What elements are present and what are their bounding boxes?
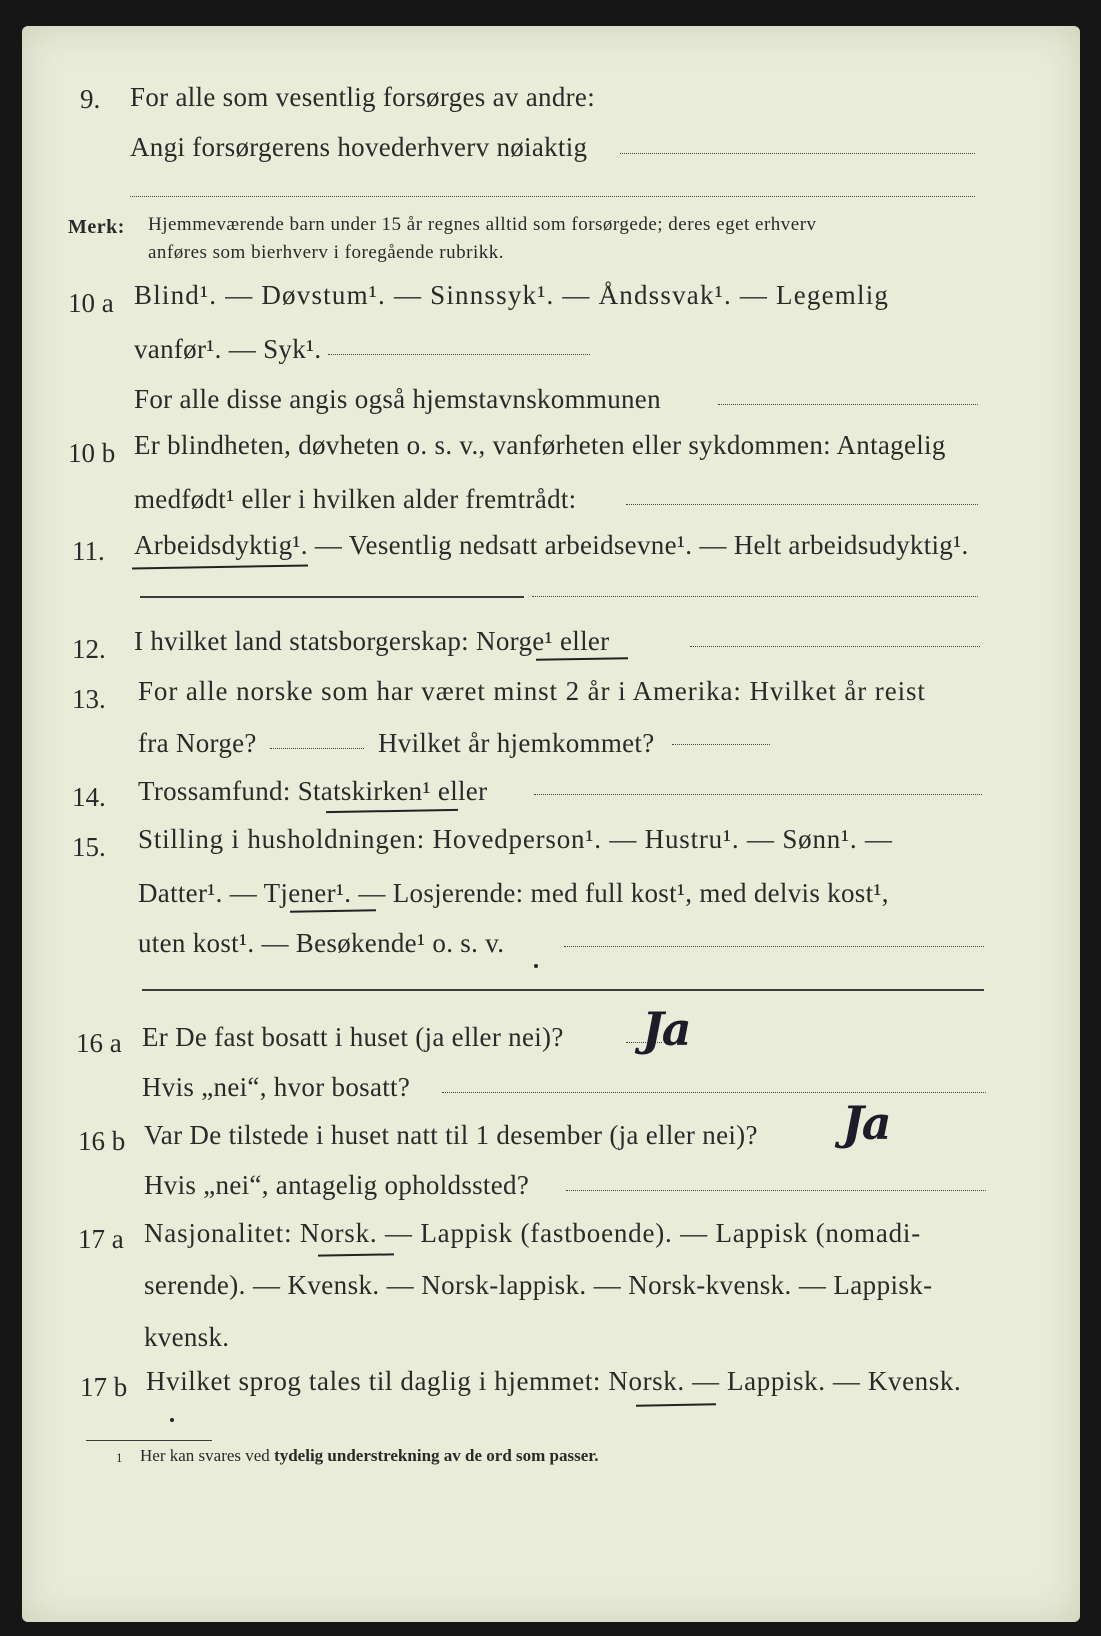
- q12-line1-end: eller: [552, 626, 610, 656]
- q11-hand-underline: [132, 564, 308, 569]
- q10a-answer-line[interactable]: [328, 354, 590, 355]
- q11-line1: [134, 530, 969, 561]
- q12-underlined-answer: Norge¹: [476, 626, 553, 656]
- merk-line2: anføres som bierhverv i foregående rubrikk.: [148, 242, 504, 263]
- q10b-line2: medfødt¹ eller i hvilken alder fremtrådt:: [134, 484, 577, 514]
- q10a-line3: For alle disse angis også hjemstavnskommunen: [134, 384, 661, 414]
- footnote-text-start: Her kan svares ved: [140, 1446, 275, 1465]
- q17b-underlined-answer: Norsk.: [608, 1366, 685, 1396]
- q16b-handwritten-answer: Ja: [842, 1096, 890, 1150]
- q11-answer-line-2[interactable]: [532, 596, 978, 597]
- q10a-line2: vanfør¹. — Syk¹.: [134, 334, 322, 364]
- q11-underlined-answer: Arbeidsdyktig¹.: [134, 530, 308, 560]
- q17b-hand-underline: [636, 1403, 716, 1406]
- q12-line1: [134, 626, 609, 657]
- q13-number: 13.: [72, 684, 106, 714]
- q17b-line1-start: Hvilket sprog tales til daglig i hjemmet:: [146, 1366, 609, 1396]
- q13-line2-a: fra Norge?: [138, 728, 257, 758]
- q17a-underlined-answer: Norsk.: [299, 1218, 378, 1248]
- q11-line1-rest: — Vesentlig nedsatt arbeidsevne¹. — Helt arbeidsudyktig¹.: [307, 530, 969, 560]
- q17a-line1: [144, 1218, 921, 1249]
- q17b-line1-end: — Lappisk. — Kvensk.: [684, 1366, 962, 1396]
- q12-answer-line[interactable]: [690, 646, 980, 647]
- merk-line1: Hjemmeværende barn under 15 år regnes alltid som forsørgede; deres eget erhverv: [148, 214, 817, 235]
- footnote-mark: 1: [116, 1450, 123, 1465]
- q15-line2-end: — Losjerende: med full kost¹, med delvis kost¹,: [351, 878, 889, 908]
- census-form-page: [22, 26, 1080, 1622]
- q15-answer-line[interactable]: [564, 946, 984, 947]
- q10b-answer-line[interactable]: [626, 504, 978, 505]
- q12-line1-start: I hvilket land statsborgerskap:: [134, 626, 477, 656]
- q10a-line1: Blind¹. — Døvstum¹. — Sinnssyk¹. — Åndssvak¹. — Legemlig: [134, 280, 890, 310]
- q11-number: 11.: [72, 536, 105, 566]
- q9-number: 9.: [80, 84, 101, 114]
- q15-line2-start: Datter¹. —: [138, 878, 264, 908]
- q14-answer-line[interactable]: [534, 794, 982, 795]
- q15-underlined-answer: Tjener¹.: [263, 878, 352, 908]
- q16a-residence-line[interactable]: [442, 1092, 986, 1093]
- q15-number: 15.: [72, 832, 106, 862]
- q15-line1: Stilling i husholdningen: Hovedperson¹. — Hustru¹. — Sønn¹. —: [138, 824, 893, 854]
- q15-answer-line-2[interactable]: [142, 989, 984, 991]
- q15-hand-underline: [290, 909, 376, 913]
- q13-line1: For alle norske som har været minst 2 år i Amerika: Hvilket år reist: [138, 676, 926, 706]
- footnote-text: [140, 1446, 599, 1466]
- footnote-rule: [86, 1440, 212, 1441]
- q14-hand-underline: [326, 809, 458, 813]
- q11-answer-line[interactable]: [140, 596, 524, 598]
- q9-answer-line-2[interactable]: [130, 196, 975, 197]
- q10b-line1: Er blindheten, døvheten o. s. v., vanførheten eller sykdommen: Antagelig: [134, 430, 946, 460]
- q16a-line1: Er De fast bosatt i huset (ja eller nei)?: [142, 1022, 564, 1052]
- q9-line2: Angi forsørgerens hovederhverv nøiaktig: [130, 132, 588, 162]
- q12-hand-underline: [536, 657, 628, 661]
- q9-answer-line[interactable]: [620, 153, 975, 154]
- q16b-line2: Hvis „nei“, antagelig opholdssted?: [144, 1170, 530, 1200]
- q16b-whereabouts-line[interactable]: [566, 1190, 986, 1191]
- ink-speck-2: [170, 1418, 174, 1422]
- footnote-text-bold: tydelig understrekning av de ord som passer.: [274, 1446, 599, 1465]
- q10b-number: 10 b: [68, 438, 116, 468]
- q15-line2: [138, 878, 889, 909]
- q17a-hand-underline: [318, 1253, 394, 1256]
- q14-line1-start: Trossamfund:: [138, 776, 298, 806]
- q14-line1: [138, 776, 487, 807]
- q16b-line1: Var De tilstede i huset natt til 1 desember (ja eller nei)?: [144, 1120, 758, 1150]
- q9-line1: For alle som vesentlig forsørges av andre:: [130, 82, 595, 112]
- q17a-line3: kvensk.: [144, 1322, 230, 1352]
- q16a-number: 16 a: [76, 1028, 122, 1058]
- q13-return-line[interactable]: [672, 744, 770, 745]
- q13-line2-b: Hvilket år hjemkommet?: [378, 728, 655, 758]
- q13-departure-line[interactable]: [270, 748, 364, 749]
- q17b-line1: [146, 1366, 961, 1397]
- q16a-handwritten-answer: Ja: [642, 1002, 690, 1056]
- q10a-hometown-line[interactable]: [718, 404, 978, 405]
- q16a-line2: Hvis „nei“, hvor bosatt?: [142, 1072, 411, 1102]
- q14-line1-end: eller: [430, 776, 488, 806]
- ink-speck: [534, 964, 538, 968]
- q17a-line1-start: Nasjonalitet:: [144, 1218, 300, 1248]
- q15-line3: uten kost¹. — Besøkende¹ o. s. v.: [138, 928, 505, 958]
- q14-number: 14.: [72, 782, 106, 812]
- q17a-number: 17 a: [78, 1224, 124, 1254]
- q16b-number: 16 b: [78, 1126, 126, 1156]
- q17b-number: 17 b: [80, 1372, 128, 1402]
- q14-underlined-answer: Statskirken¹: [297, 776, 431, 806]
- q17a-line1-end: — Lappisk (fastboende). — Lappisk (nomadi-: [377, 1218, 922, 1248]
- q17a-line2: serende). — Kvensk. — Norsk-lappisk. — Norsk-kvensk. — Lappisk-: [144, 1270, 933, 1300]
- merk-label: Merk:: [68, 216, 125, 238]
- q10a-number: 10 a: [68, 288, 114, 318]
- q12-number: 12.: [72, 634, 106, 664]
